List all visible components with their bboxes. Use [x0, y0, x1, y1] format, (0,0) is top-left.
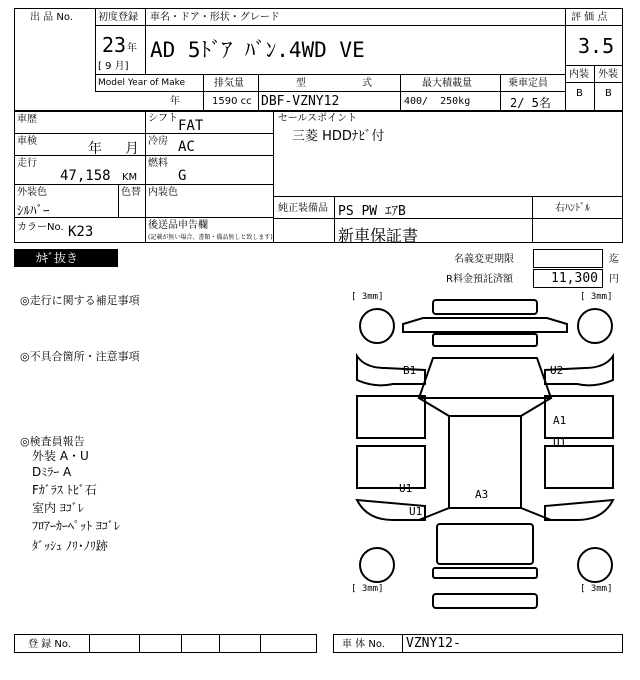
ac-label: 冷房	[148, 136, 168, 147]
inspector-line: ﾌﾛｱｰｶｰﾍﾟｯﾄ ﾖｺﾞﾚ	[32, 519, 120, 533]
inspection-year: 年	[88, 141, 102, 157]
mark-a3: A3	[475, 488, 489, 501]
reg-year-unit: 年	[127, 43, 137, 54]
model-year-label: Model Year of Make	[98, 78, 186, 88]
mark-u2: U2	[550, 364, 564, 377]
tire-front-right-depth: [ 3mm]	[580, 292, 613, 302]
inspector-label: ◎検査員報告	[20, 435, 85, 448]
recycle-unit: 円	[609, 274, 619, 285]
fuel: G	[178, 168, 187, 184]
car-name: AD 5ﾄﾞｱ ﾊﾞﾝ.4WD VE	[150, 38, 365, 62]
exterior-label: 外装	[598, 69, 618, 80]
inspection-label: 車検	[17, 136, 37, 147]
car-diagram-svg	[345, 288, 625, 618]
ac: AC	[178, 139, 195, 155]
name-change-unit: 迄	[609, 254, 619, 265]
tire-front-left-depth: [ 3mm]	[351, 292, 384, 302]
tire-rear-left	[360, 548, 394, 582]
driving-notes-label: ◎走行に関する補足事項	[20, 294, 140, 307]
color-change-label: 色替	[121, 187, 141, 198]
chassis-label: 車 体 No.	[342, 639, 385, 650]
right-side-rear	[545, 500, 613, 520]
reg-year: 23	[102, 33, 127, 57]
exterior-grade: B	[605, 88, 612, 99]
left-door-front	[357, 396, 425, 438]
equipment-label: 純正装備品	[278, 203, 328, 214]
mark-u1-left-upper: U1	[399, 482, 413, 495]
warranty: 新車保証書	[338, 226, 419, 245]
aftermarket-note: (記載が無い場合、書類・備品無しと致します)	[148, 234, 273, 241]
inspector-line: 外装 A・U	[32, 449, 89, 463]
capacity: 2/ 5名	[510, 96, 551, 110]
front-hood-outline	[403, 318, 567, 332]
rear-bumper	[433, 594, 537, 608]
color-no-label: カラーNo.	[17, 222, 64, 233]
history-label: 車歴	[17, 114, 37, 125]
name-change-box	[533, 249, 603, 268]
capacity-label: 乗車定員	[508, 78, 548, 89]
front-bumper	[433, 300, 537, 314]
interior-grade: B	[576, 88, 583, 99]
int-color-label: 内装色	[148, 187, 178, 198]
rating-label: 評 価 点	[571, 12, 608, 23]
score: 3.5	[578, 34, 615, 58]
mileage-label: 走行	[17, 158, 37, 169]
shift-label: シフト	[148, 113, 178, 124]
cabin-right-pillar	[521, 398, 551, 520]
mark-a1: A1	[553, 414, 567, 427]
name-label: 車名・ドア・形状・グレード	[150, 12, 280, 23]
inspector-line: ﾀﾞｯｼｭ ﾉﾘ･ﾉﾘ跡	[32, 539, 108, 553]
key-badge: ｶｷﾞ抜き	[14, 249, 118, 267]
color-no: K23	[68, 224, 94, 240]
left-door-rear	[357, 446, 425, 488]
mark-u1-left-lower: U1	[409, 505, 423, 518]
first-reg-label: 初度登録	[98, 12, 138, 23]
defects-notes-label: ◎不具合箇所・注意事項	[20, 350, 140, 363]
mileage: 47,158	[60, 168, 111, 184]
model-code: DBF-VZNY12	[261, 94, 340, 109]
rear-window	[433, 568, 537, 578]
tire-front-left	[360, 309, 394, 343]
recycle-label: R料金預託済額	[446, 274, 513, 285]
inspector-line: Dﾐﾗｰ A	[32, 465, 72, 479]
name-change-label: 名義変更期限	[454, 254, 514, 265]
inspector-line: 室内 ﾖｺﾞﾚ	[32, 501, 84, 515]
cabin-left-pillar	[419, 398, 449, 520]
interior-label: 内装	[569, 69, 589, 80]
reg-month: [ 9 月]	[98, 61, 129, 72]
mileage-unit: KM	[122, 172, 138, 183]
recycle-value: 11,300	[533, 269, 603, 288]
tire-rear-right	[578, 548, 612, 582]
inspector-line: Fｶﾞﾗｽ ﾄﾋﾞ石	[32, 483, 97, 497]
sales-point-label: セールスポイント	[278, 113, 358, 124]
car-diagram	[345, 288, 625, 618]
steering: 右ﾊﾝﾄﾞﾙ	[555, 203, 590, 214]
model-label: 型	[296, 78, 306, 89]
max-load: 400/ 250kg	[404, 96, 471, 107]
lot-no-label: 出 品 No.	[30, 12, 73, 23]
chassis-no: VZNY12-	[406, 636, 461, 651]
mark-b1: B1	[403, 364, 417, 377]
equipment: PS PW ｴｱB	[338, 204, 406, 219]
tire-front-right	[578, 309, 612, 343]
model-year-unit: 年	[170, 96, 180, 107]
mark-u1-right: U1	[553, 436, 567, 449]
tire-rear-left-depth: [ 3mm]	[351, 584, 384, 594]
shift: FAT	[178, 118, 204, 134]
displacement-label: 排気量	[214, 78, 244, 89]
max-load-label: 最大積載量	[422, 78, 472, 89]
ext-color: ｼﾙﾊﾞｰ	[17, 204, 50, 219]
displacement: 1590 cc	[212, 96, 252, 107]
sales-point: 三菱 HDDﾅﾋﾞ付	[292, 129, 385, 144]
tire-rear-right-depth: [ 3mm]	[580, 584, 613, 594]
right-door-rear	[545, 446, 613, 488]
aftermarket-label: 後送品申告欄	[148, 220, 208, 231]
inspection-month: 月	[125, 141, 139, 157]
model-label-2: 式	[362, 78, 372, 89]
rear-hatch	[437, 524, 533, 564]
windshield	[419, 358, 551, 398]
ext-color-label: 外装色	[17, 187, 47, 198]
fuel-label: 燃料	[148, 158, 168, 169]
reg-no-label: 登 録 No.	[28, 639, 71, 650]
front-grille	[433, 334, 537, 346]
